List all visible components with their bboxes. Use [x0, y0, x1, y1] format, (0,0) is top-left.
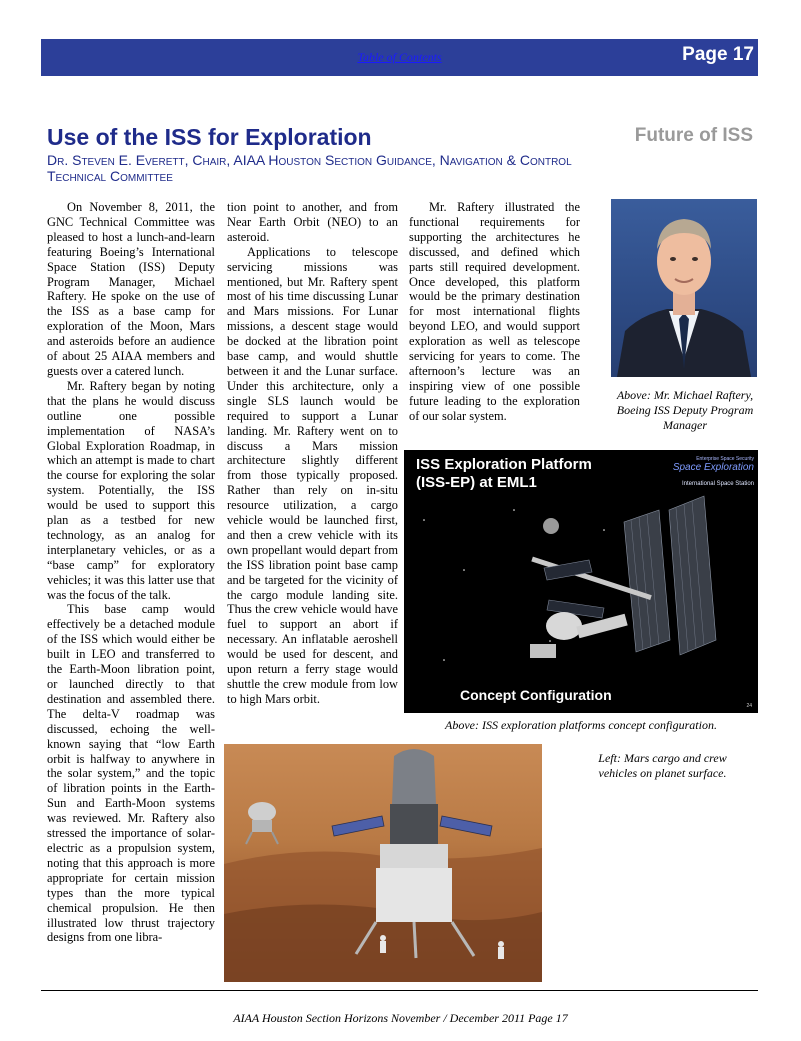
mars-vehicles-illustration: [224, 744, 542, 982]
photo-caption: Above: Mr. Michael Raftery, Boeing ISS Deputy Program Manager: [616, 388, 754, 432]
paragraph: This base camp would effectively be a detached module of the ISS which would either be built in LEO and transferred to the Earth-Moon libration point, or launched directly to that destination and assembled there. The delta-V roadmap was discussed, echoing the well-known saying that “low Earth orbit is halfway to anywhere in the solar system,” and the topic of libration points in the Earth-Sun and Earth-Moon systems was reviewed. Mr. Raftery also stressed the importance of solar-electric as a propulsion system, noting that this approach is more appropriate for certain mission types than the more typical chemical propulsion. He then illustrated low thrust trajectory designs from one libra-: [47, 602, 215, 945]
slide-caption: Above: ISS exploration platforms concept configuration.: [445, 718, 717, 732]
article-column-2: [227, 200, 398, 707]
paragraph: Applications to telescope servicing missions was mentioned, but Mr. Raftery spent most of his time discussing Lunar and Mars missions. For Lunar missions, a descent stage would be docked at the libration point base camp, and would shuttle between it and the Lunar surface. Under this architecture, only a single SLS launch would be required to support a Lunar landing. Mr. Raftery went on to discuss a Mars mission architecture slightly different from those typically proposed. Rather than rely on in-situ resource utilization, a cargo vehicle would be launched first, and then a crew vehicle with its own propellant would depart from the ISS libration point base camp and be targeted for the vicinity of the cargo module landing site. Thus the crew vehicle would have fuel to support an abort if necessary. An inflatable aeroshell would be used for descent, and upon return a ferry stage would shuttle the crew module from low to high Mars orbit.: [227, 244, 398, 706]
paragraph-continuation: tion point to another, and from Near Earth Orbit (NEO) to an asteroid.: [227, 200, 398, 244]
article-column-1: [47, 200, 215, 945]
slide-number: 24: [746, 703, 752, 709]
header-bar: [41, 39, 758, 76]
table-of-contents-link[interactable]: Table of Contents: [357, 50, 442, 64]
section-label: Future of ISS: [634, 125, 753, 146]
article-title: Use of the ISS for Exploration: [47, 124, 372, 150]
slide-footer-label: Concept Configuration: [460, 687, 612, 703]
article-column-3: [409, 200, 580, 424]
paragraph: On November 8, 2011, the GNC Technical Committee was pleased to host a lunch-and-learn featuring Boeing’s International Space Station (ISS) Deputy Program Manager, Michael Raftery. He spoke on the use of the ISS as a base camp for exploration of the Moon, Mars and asteroids before an audience of about 25 AIAA members and guests over a catered lunch.: [47, 200, 215, 378]
portrait-photo: [611, 199, 757, 377]
page-number-label: Page 17: [682, 44, 754, 65]
paragraph: Mr. Raftery illustrated the functional requirements for supporting the architectures he discussed, and defined which parts still required development. Once developed, this platform would be the primary destination for most international flights beyond LEO, and would support exploration as well as telescope servicing for years to come. The afternoon’s lecture was an inspiring view of one possible future leading to the exploration of our solar system.: [409, 200, 580, 423]
page-footer: AIAA Houston Section Horizons November / December 2011 Page 17: [233, 1011, 568, 1025]
footer-divider: [41, 990, 758, 991]
article-byline: Dr. Steven E. Everett, Chair, AIAA Houston Section Guidance, Navigation & Control Technical Committee: [47, 152, 572, 184]
slide-banner: Enterprise Space Security Space Exploration International Space Station: [672, 456, 754, 487]
slide-title: ISS Exploration Platform (ISS-EP) at EML1: [416, 456, 592, 491]
mars-caption: Left: Mars cargo and crew vehicles on planet surface.: [598, 751, 727, 780]
mars-scene-image: [224, 744, 542, 982]
concept-slide-image: [404, 450, 758, 713]
paragraph: Mr. Raftery began by noting that the plans he would discuss outline one possible implementation of NASA’s Global Exploration Roadmap, in which an attempt is made to chart the course for exploring the solar system. Potentially, the ISS would be used to support this plan as a testbed for new technology, as an analog for interplanetary vehicles, or as a “base camp” for exploratory vehicles; it was this latter use that was the focus of the talk.: [47, 378, 215, 602]
portrait-image: [611, 199, 757, 377]
